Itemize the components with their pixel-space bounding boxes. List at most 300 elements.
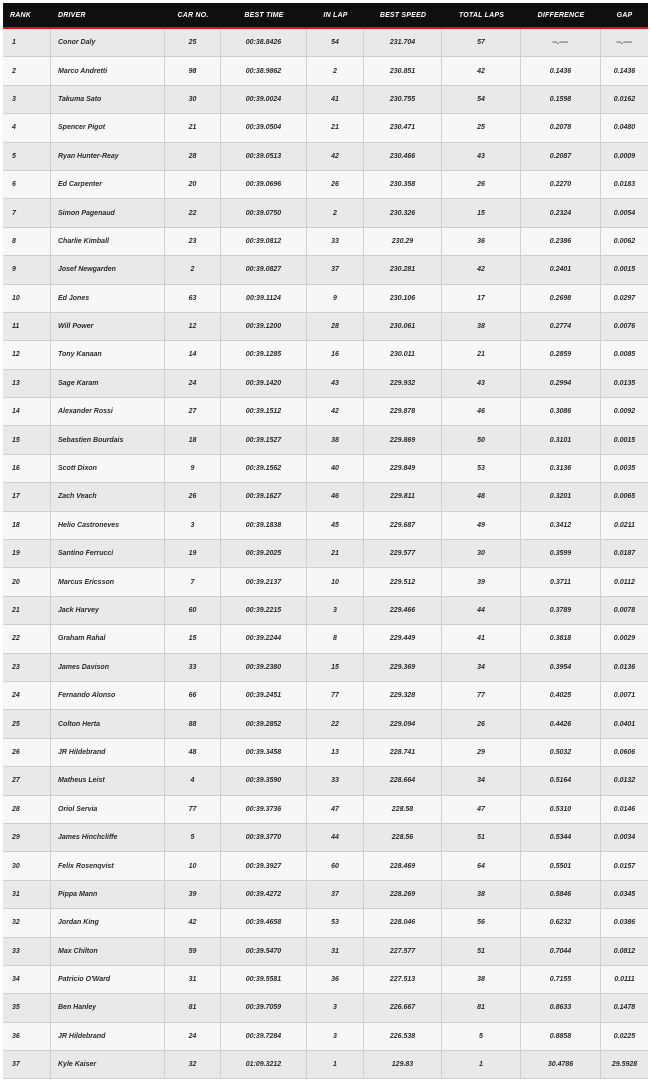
cell-difference: 0.1436 (521, 57, 601, 85)
cell-gap: 0.0076 (601, 313, 648, 341)
cell-in-lap: 41 (307, 86, 364, 114)
cell-driver: JR Hildebrand (51, 739, 165, 767)
cell-car-no: 5 (165, 824, 221, 852)
cell-difference: 0.3954 (521, 654, 601, 682)
cell-driver: Tony Kanaan (51, 341, 165, 369)
cell-rank: 20 (3, 568, 51, 596)
cell-car-no: 25 (165, 29, 221, 57)
cell-best-speed: 230.358 (364, 171, 442, 199)
cell-best-time: 00:39.2025 (221, 540, 307, 568)
table-row (3, 426, 648, 454)
cell-best-speed: 228.046 (364, 909, 442, 937)
table-row (3, 1051, 648, 1079)
cell-best-time: 00:39.0812 (221, 228, 307, 256)
cell-best-time: 00:38.9862 (221, 57, 307, 85)
cell-total-laps: 21 (442, 341, 521, 369)
cell-best-time: 00:39.0750 (221, 199, 307, 227)
cell-driver: Simon Pagenaud (51, 199, 165, 227)
cell-in-lap: 8 (307, 625, 364, 653)
cell-in-lap: 43 (307, 370, 364, 398)
cell-difference: 0.7044 (521, 938, 601, 966)
cell-difference: --.---- (521, 29, 601, 57)
column-header-total-laps[interactable]: TOTAL LAPS (442, 3, 521, 29)
cell-in-lap: 46 (307, 483, 364, 511)
cell-best-speed: 230.851 (364, 57, 442, 85)
cell-in-lap: 44 (307, 824, 364, 852)
cell-gap: 0.0135 (601, 370, 648, 398)
cell-car-no: 24 (165, 370, 221, 398)
cell-gap: 0.0146 (601, 796, 648, 824)
cell-car-no: 33 (165, 654, 221, 682)
cell-total-laps: 38 (442, 966, 521, 994)
cell-car-no: 59 (165, 938, 221, 966)
cell-total-laps: 29 (442, 739, 521, 767)
table-row (3, 682, 648, 710)
cell-best-speed: 226.538 (364, 1023, 442, 1051)
cell-best-speed: 229.094 (364, 710, 442, 738)
cell-car-no: 81 (165, 994, 221, 1022)
cell-gap: 0.0034 (601, 824, 648, 852)
cell-car-no: 88 (165, 710, 221, 738)
cell-in-lap: 37 (307, 881, 364, 909)
cell-best-speed: 227.577 (364, 938, 442, 966)
cell-best-time: 00:39.2451 (221, 682, 307, 710)
cell-driver: Marco Andretti (51, 57, 165, 85)
cell-best-speed: 229.577 (364, 540, 442, 568)
cell-best-speed: 229.687 (364, 512, 442, 540)
cell-rank: 34 (3, 966, 51, 994)
cell-difference: 0.2859 (521, 341, 601, 369)
cell-in-lap: 21 (307, 540, 364, 568)
cell-gap: 0.0162 (601, 86, 648, 114)
cell-gap: 0.0085 (601, 341, 648, 369)
cell-in-lap: 3 (307, 597, 364, 625)
cell-difference: 0.3412 (521, 512, 601, 540)
cell-best-time: 00:39.2380 (221, 654, 307, 682)
column-header-gap[interactable]: GAP (601, 3, 648, 29)
cell-difference: 0.4426 (521, 710, 601, 738)
cell-car-no: 12 (165, 313, 221, 341)
cell-best-speed: 230.281 (364, 256, 442, 284)
cell-car-no: 48 (165, 739, 221, 767)
cell-total-laps: 42 (442, 57, 521, 85)
cell-difference: 0.8858 (521, 1023, 601, 1051)
cell-best-time: 00:39.2215 (221, 597, 307, 625)
cell-best-speed: 228.469 (364, 852, 442, 880)
cell-in-lap: 31 (307, 938, 364, 966)
cell-total-laps: 26 (442, 171, 521, 199)
results-page (0, 3, 650, 1086)
cell-difference: 0.3086 (521, 398, 601, 426)
cell-total-laps: 41 (442, 625, 521, 653)
cell-in-lap: 21 (307, 114, 364, 142)
cell-gap: 0.0035 (601, 455, 648, 483)
cell-in-lap: 33 (307, 767, 364, 795)
cell-car-no: 42 (165, 909, 221, 937)
cell-best-speed: 228.741 (364, 739, 442, 767)
cell-in-lap: 36 (307, 966, 364, 994)
cell-rank: 4 (3, 114, 51, 142)
table-row (3, 1023, 648, 1051)
cell-driver: Jack Harvey (51, 597, 165, 625)
cell-total-laps: 17 (442, 285, 521, 313)
cell-difference: 0.5846 (521, 881, 601, 909)
cell-driver: Fernando Alonso (51, 682, 165, 710)
cell-rank: 36 (3, 1023, 51, 1051)
cell-total-laps: 34 (442, 767, 521, 795)
cell-rank: 27 (3, 767, 51, 795)
cell-in-lap: 33 (307, 228, 364, 256)
cell-total-laps: 53 (442, 455, 521, 483)
cell-rank: 10 (3, 285, 51, 313)
cell-gap: 0.0606 (601, 739, 648, 767)
cell-gap: 0.0480 (601, 114, 648, 142)
cell-best-speed: 230.471 (364, 114, 442, 142)
table-row (3, 966, 648, 994)
cell-best-speed: 226.667 (364, 994, 442, 1022)
cell-best-speed: 229.878 (364, 398, 442, 426)
cell-in-lap: 77 (307, 682, 364, 710)
cell-difference: 0.2698 (521, 285, 601, 313)
cell-best-time: 00:39.3927 (221, 852, 307, 880)
table-row (3, 767, 648, 795)
cell-driver: Patricio O'Ward (51, 966, 165, 994)
cell-gap: 0.0401 (601, 710, 648, 738)
cell-best-time: 00:38.8426 (221, 29, 307, 57)
cell-in-lap: 37 (307, 256, 364, 284)
table-row (3, 625, 648, 653)
cell-total-laps: 44 (442, 597, 521, 625)
cell-driver: Josef Newgarden (51, 256, 165, 284)
cell-best-speed: 228.58 (364, 796, 442, 824)
cell-driver: Conor Daly (51, 29, 165, 57)
cell-gap: 0.0111 (601, 966, 648, 994)
cell-difference: 0.2386 (521, 228, 601, 256)
cell-difference: 0.3136 (521, 455, 601, 483)
cell-total-laps: 42 (442, 256, 521, 284)
cell-car-no: 19 (165, 540, 221, 568)
cell-driver: Matheus Leist (51, 767, 165, 795)
cell-gap: 0.0183 (601, 171, 648, 199)
cell-best-speed: 229.328 (364, 682, 442, 710)
cell-best-speed: 227.513 (364, 966, 442, 994)
cell-driver: Scott Dixon (51, 455, 165, 483)
cell-car-no: 77 (165, 796, 221, 824)
table-row (3, 881, 648, 909)
cell-rank: 8 (3, 228, 51, 256)
cell-in-lap: 38 (307, 426, 364, 454)
column-header-car-no[interactable]: CAR NO. (165, 3, 221, 29)
cell-total-laps: 56 (442, 909, 521, 937)
cell-best-time: 00:39.5581 (221, 966, 307, 994)
cell-in-lap: 26 (307, 171, 364, 199)
table-row (3, 455, 648, 483)
cell-total-laps: 1 (442, 1051, 521, 1079)
cell-in-lap: 15 (307, 654, 364, 682)
cell-car-no: 32 (165, 1051, 221, 1079)
cell-car-no: 28 (165, 143, 221, 171)
cell-best-speed: 229.932 (364, 370, 442, 398)
cell-best-speed: 229.512 (364, 568, 442, 596)
cell-driver: Takuma Sato (51, 86, 165, 114)
cell-gap: 0.0078 (601, 597, 648, 625)
cell-car-no: 26 (165, 483, 221, 511)
cell-gap: 0.0136 (601, 654, 648, 682)
cell-best-speed: 229.811 (364, 483, 442, 511)
cell-total-laps: 38 (442, 881, 521, 909)
cell-total-laps: 43 (442, 143, 521, 171)
cell-gap: 0.0386 (601, 909, 648, 937)
cell-rank: 32 (3, 909, 51, 937)
cell-best-time: 00:39.0504 (221, 114, 307, 142)
table-row (3, 256, 648, 284)
cell-driver: Kyle Kaiser (51, 1051, 165, 1079)
cell-best-time: 00:39.1124 (221, 285, 307, 313)
cell-total-laps: 48 (442, 483, 521, 511)
cell-rank: 14 (3, 398, 51, 426)
table-row (3, 228, 648, 256)
cell-driver: Santino Ferrucci (51, 540, 165, 568)
cell-best-speed: 228.664 (364, 767, 442, 795)
cell-best-time: 00:39.2852 (221, 710, 307, 738)
cell-gap: 0.0054 (601, 199, 648, 227)
cell-driver: Colton Herta (51, 710, 165, 738)
cell-difference: 0.2994 (521, 370, 601, 398)
cell-car-no: 2 (165, 256, 221, 284)
results-table (3, 3, 648, 1079)
cell-rank: 28 (3, 796, 51, 824)
cell-best-time: 00:39.3458 (221, 739, 307, 767)
cell-total-laps: 50 (442, 426, 521, 454)
cell-total-laps: 54 (442, 86, 521, 114)
cell-rank: 13 (3, 370, 51, 398)
cell-best-time: 00:39.1285 (221, 341, 307, 369)
cell-total-laps: 51 (442, 938, 521, 966)
cell-car-no: 27 (165, 398, 221, 426)
cell-best-time: 00:39.1200 (221, 313, 307, 341)
cell-total-laps: 47 (442, 796, 521, 824)
cell-in-lap: 10 (307, 568, 364, 596)
cell-best-speed: 230.061 (364, 313, 442, 341)
cell-rank: 35 (3, 994, 51, 1022)
cell-in-lap: 2 (307, 57, 364, 85)
cell-in-lap: 13 (307, 739, 364, 767)
cell-driver: Helio Castroneves (51, 512, 165, 540)
cell-rank: 18 (3, 512, 51, 540)
cell-in-lap: 3 (307, 1023, 364, 1051)
cell-best-speed: 230.106 (364, 285, 442, 313)
cell-total-laps: 81 (442, 994, 521, 1022)
cell-difference: 0.2774 (521, 313, 601, 341)
cell-difference: 0.2324 (521, 199, 601, 227)
cell-best-time: 00:39.0024 (221, 86, 307, 114)
cell-difference: 0.3789 (521, 597, 601, 625)
cell-rank: 12 (3, 341, 51, 369)
cell-best-time: 00:39.1527 (221, 426, 307, 454)
cell-total-laps: 39 (442, 568, 521, 596)
table-row (3, 285, 648, 313)
cell-gap: 0.0092 (601, 398, 648, 426)
cell-car-no: 21 (165, 114, 221, 142)
cell-total-laps: 43 (442, 370, 521, 398)
cell-best-speed: 229.449 (364, 625, 442, 653)
cell-best-time: 00:39.7059 (221, 994, 307, 1022)
column-header-driver[interactable]: DRIVER (51, 3, 165, 29)
cell-best-time: 00:39.3770 (221, 824, 307, 852)
cell-gap: 0.0062 (601, 228, 648, 256)
column-header-best-time[interactable]: BEST TIME (221, 3, 307, 29)
cell-total-laps: 64 (442, 852, 521, 880)
cell-gap: 0.0297 (601, 285, 648, 313)
cell-best-speed: 229.849 (364, 455, 442, 483)
cell-total-laps: 30 (442, 540, 521, 568)
cell-best-time: 00:39.0827 (221, 256, 307, 284)
cell-rank: 15 (3, 426, 51, 454)
cell-rank: 19 (3, 540, 51, 568)
cell-gap: 0.0225 (601, 1023, 648, 1051)
cell-difference: 0.8633 (521, 994, 601, 1022)
cell-in-lap: 54 (307, 29, 364, 57)
cell-difference: 0.2270 (521, 171, 601, 199)
cell-difference: 0.2401 (521, 256, 601, 284)
cell-gap: 0.1478 (601, 994, 648, 1022)
cell-in-lap: 42 (307, 143, 364, 171)
cell-best-speed: 231.704 (364, 29, 442, 57)
cell-driver: Felix Rosenqvist (51, 852, 165, 880)
cell-gap: 0.0015 (601, 426, 648, 454)
cell-car-no: 31 (165, 966, 221, 994)
cell-difference: 0.7155 (521, 966, 601, 994)
column-header-difference[interactable]: DIFFERENCE (521, 3, 601, 29)
table-row (3, 29, 648, 57)
cell-total-laps: 51 (442, 824, 521, 852)
cell-in-lap: 28 (307, 313, 364, 341)
cell-difference: 0.3711 (521, 568, 601, 596)
cell-best-speed: 229.369 (364, 654, 442, 682)
cell-best-time: 01:09.3212 (221, 1051, 307, 1079)
cell-in-lap: 9 (307, 285, 364, 313)
cell-best-time: 00:39.3736 (221, 796, 307, 824)
cell-car-no: 30 (165, 86, 221, 114)
cell-in-lap: 53 (307, 909, 364, 937)
cell-car-no: 3 (165, 512, 221, 540)
table-row (3, 824, 648, 852)
cell-best-speed: 230.466 (364, 143, 442, 171)
column-header-in-lap[interactable]: IN LAP (307, 3, 364, 29)
cell-in-lap: 16 (307, 341, 364, 369)
cell-total-laps: 57 (442, 29, 521, 57)
cell-rank: 6 (3, 171, 51, 199)
cell-driver: Spencer Pigot (51, 114, 165, 142)
cell-rank: 30 (3, 852, 51, 880)
cell-driver: Ed Jones (51, 285, 165, 313)
cell-best-time: 00:39.1512 (221, 398, 307, 426)
column-header-best-speed[interactable]: BEST SPEED (364, 3, 442, 29)
cell-difference: 0.3101 (521, 426, 601, 454)
cell-rank: 9 (3, 256, 51, 284)
table-header (3, 3, 648, 29)
table-row (3, 796, 648, 824)
cell-gap: 0.0211 (601, 512, 648, 540)
column-header-rank[interactable]: RANK (3, 3, 51, 29)
cell-best-speed: 230.011 (364, 341, 442, 369)
cell-best-time: 00:39.7284 (221, 1023, 307, 1051)
cell-car-no: 7 (165, 568, 221, 596)
cell-gap: 0.1436 (601, 57, 648, 85)
cell-total-laps: 15 (442, 199, 521, 227)
cell-rank: 7 (3, 199, 51, 227)
table-row (3, 597, 648, 625)
cell-best-time: 00:39.1627 (221, 483, 307, 511)
cell-rank: 21 (3, 597, 51, 625)
cell-driver: Oriol Servia (51, 796, 165, 824)
cell-car-no: 20 (165, 171, 221, 199)
table-row (3, 540, 648, 568)
table-row (3, 654, 648, 682)
cell-rank: 22 (3, 625, 51, 653)
cell-in-lap: 3 (307, 994, 364, 1022)
cell-best-time: 00:39.2137 (221, 568, 307, 596)
cell-difference: 0.4025 (521, 682, 601, 710)
cell-driver: Alexander Rossi (51, 398, 165, 426)
cell-driver: Max Chilton (51, 938, 165, 966)
cell-car-no: 10 (165, 852, 221, 880)
cell-total-laps: 77 (442, 682, 521, 710)
cell-rank: 24 (3, 682, 51, 710)
cell-rank: 2 (3, 57, 51, 85)
header-row (3, 3, 648, 29)
cell-difference: 0.5164 (521, 767, 601, 795)
cell-difference: 0.5032 (521, 739, 601, 767)
cell-car-no: 22 (165, 199, 221, 227)
cell-best-speed: 230.29 (364, 228, 442, 256)
table-row (3, 171, 648, 199)
cell-car-no: 66 (165, 682, 221, 710)
cell-car-no: 24 (165, 1023, 221, 1051)
cell-driver: Charlie Kimball (51, 228, 165, 256)
cell-car-no: 63 (165, 285, 221, 313)
cell-best-time: 00:39.4272 (221, 881, 307, 909)
cell-gap: 0.0029 (601, 625, 648, 653)
cell-best-time: 00:39.0513 (221, 143, 307, 171)
cell-best-time: 00:39.2244 (221, 625, 307, 653)
cell-total-laps: 38 (442, 313, 521, 341)
cell-driver: Graham Rahal (51, 625, 165, 653)
cell-total-laps: 49 (442, 512, 521, 540)
cell-best-speed: 228.269 (364, 881, 442, 909)
cell-driver: Jordan King (51, 909, 165, 937)
cell-difference: 0.5344 (521, 824, 601, 852)
cell-difference: 0.1598 (521, 86, 601, 114)
cell-best-speed: 229.466 (364, 597, 442, 625)
cell-car-no: 23 (165, 228, 221, 256)
table-row (3, 852, 648, 880)
cell-in-lap: 22 (307, 710, 364, 738)
table-row (3, 313, 648, 341)
cell-in-lap: 2 (307, 199, 364, 227)
cell-gap: --.---- (601, 29, 648, 57)
cell-rank: 11 (3, 313, 51, 341)
cell-difference: 0.6232 (521, 909, 601, 937)
cell-gap: 0.0015 (601, 256, 648, 284)
cell-best-time: 00:39.3590 (221, 767, 307, 795)
cell-rank: 23 (3, 654, 51, 682)
cell-gap: 29.5928 (601, 1051, 648, 1079)
table-row (3, 341, 648, 369)
cell-in-lap: 40 (307, 455, 364, 483)
cell-best-time: 00:39.4658 (221, 909, 307, 937)
cell-best-speed: 228.56 (364, 824, 442, 852)
